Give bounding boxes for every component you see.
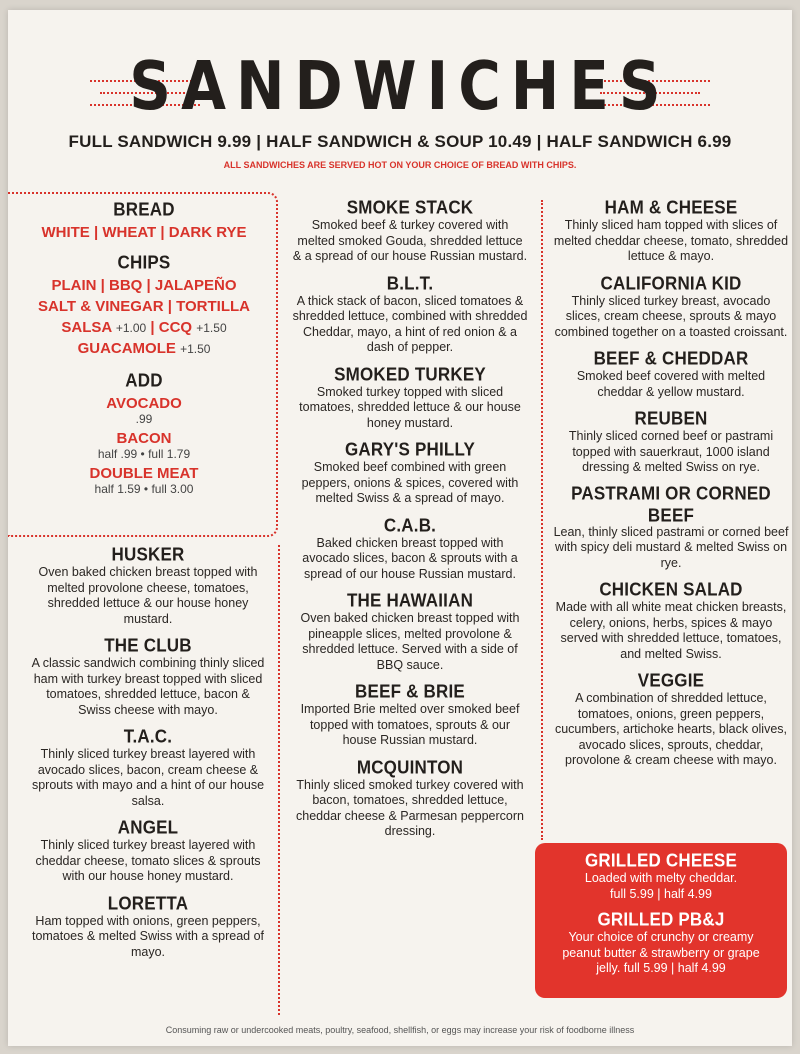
page-title: SANDWICHES	[129, 46, 671, 126]
menu-item	[292, 758, 528, 840]
item-desc: Thinly sliced ham topped with slices of melted cheddar cheese, tomato, shredded lettuce & mayo.	[553, 218, 789, 263]
item-name: THE HAWAIIAN	[346, 590, 474, 611]
salsa-ccq-line	[24, 319, 264, 336]
grilled-cheese-price: full 5.99 | half 4.99	[610, 886, 712, 901]
footer-disclaimer: Consuming raw or undercooked meats, poultry, seafood, shellfish, or eggs may increase your risk of foodborne illness	[165, 1025, 635, 1035]
bacon-price: half .99 • full 1.79	[97, 447, 191, 461]
double-meat-label: DOUBLE MEAT	[89, 465, 199, 482]
menu-item	[553, 349, 789, 400]
item-desc: Oven baked chicken breast topped with pineapple slices, melted provolone & shredded lettuce. Served with a side of BBQ sauce.	[300, 611, 520, 672]
left-column	[30, 545, 266, 969]
item-name: HUSKER	[111, 544, 185, 565]
item-name: SMOKE STACK	[346, 197, 474, 218]
specials-box	[535, 843, 787, 998]
menu-item	[30, 545, 266, 627]
middle-column	[292, 198, 528, 849]
avocado-label: AVOCADO	[106, 395, 182, 412]
item-desc: A classic sandwich combining thinly sliced ham with turkey breast topped with sliced tomatoes, shredded lettuce, bacon & Swiss cheese with mayo.	[31, 656, 265, 717]
item-name: SMOKED TURKEY	[334, 363, 486, 385]
item-name: BEEF & CHEDDAR	[593, 348, 749, 369]
item-name: B.L.T.	[386, 272, 434, 294]
item-desc: Smoked beef covered with melted cheddar & yellow mustard.	[576, 369, 766, 399]
item-name: ANGEL	[117, 817, 179, 838]
item-name: PASTRAMI OR CORNED BEEF	[571, 482, 771, 526]
guacamole-line	[24, 340, 264, 357]
menu-item	[30, 818, 266, 885]
guacamole-price: +1.50	[180, 342, 211, 356]
grilled-cheese-desc: Loaded with melty cheddar.	[584, 871, 738, 885]
chips-line-2: SALT & VINEGAR | TORTILLA	[38, 298, 250, 315]
right-column	[553, 198, 789, 778]
item-desc: Smoked turkey topped with sliced tomatoes, shredded lettuce & our house honey mustard.	[299, 384, 521, 430]
item-desc: Thinly sliced turkey breast layered with cheddar cheese, tomato slices & sprouts with our house honey mustard.	[35, 838, 261, 883]
item-name: T.A.C.	[123, 726, 173, 747]
ccq-price: +1.50	[196, 321, 227, 335]
menu-item	[30, 727, 266, 809]
separator: |	[150, 319, 155, 336]
bacon-label: BACON	[116, 430, 172, 447]
menu-item	[553, 198, 789, 265]
item-desc: Baked chicken breast topped with avocado slices, bacon & sprouts with a spread of our house Russian mustard.	[302, 535, 518, 581]
item-desc: Ham topped with onions, green peppers, tomatoes & melted Swiss with a spread of mayo.	[31, 913, 265, 959]
item-name: LORETTA	[107, 892, 189, 914]
item-desc: Oven baked chicken breast topped with melted provolone cheese, tomatoes, shredded lettuce & our house honey mustard.	[38, 565, 258, 626]
menu-item	[292, 198, 528, 265]
item-name: HAM & CHEESE	[604, 197, 738, 218]
avocado-price: .99	[135, 412, 153, 426]
item-name: THE CLUB	[104, 635, 192, 656]
menu-item	[292, 682, 528, 749]
item-name: C.A.B.	[383, 514, 437, 536]
menu-item	[30, 636, 266, 718]
menu-item	[553, 671, 789, 769]
salsa-price: +1.00	[115, 321, 147, 335]
salsa-label: SALSA	[61, 319, 112, 336]
column-divider	[278, 545, 280, 1015]
item-desc: Imported Brie melted over smoked beef topped with tomatoes, sprouts & our house Russian mustard.	[300, 702, 520, 747]
item-desc: A combination of shredded lettuce, tomatoes, onions, green peppers, cucumbers, artichoke hearts, black olives, avocado slices, sprouts, cheddar, provolone & cream cheese with mayo.	[554, 691, 788, 767]
menu-item	[292, 274, 528, 356]
menu-item	[292, 591, 528, 673]
menu-item	[553, 409, 789, 476]
item-desc: A thick stack of bacon, sliced tomatoes & shredded lettuce, combined with shredded Cheddar, mayo, a hint of red onion & a dash of pepper.	[292, 293, 528, 354]
item-desc: Thinly sliced corned beef or pastrami topped with sauerkraut, 1000 island dressing & melted Swiss on rye.	[568, 429, 774, 474]
item-desc: Smoked beef & turkey covered with melted smoked Gouda, shredded lettuce & a spread of our house Russian mustard.	[292, 218, 528, 263]
item-name: GARY'S PHILLY	[344, 439, 476, 460]
chips-line-1: PLAIN | BBQ | JALAPEÑO	[51, 277, 237, 294]
item-desc: Smoked beef combined with green peppers, onions & spices, covered with melted Swiss & a spread of mayo.	[301, 460, 519, 505]
served-note: ALL SANDWICHES ARE SERVED HOT ON YOUR CHOICE OF BREAD WITH CHIPS.	[223, 160, 577, 170]
item-name: CALIFORNIA KID	[600, 272, 742, 294]
item-desc: Thinly sliced smoked turkey covered with bacon, tomatoes, shredded lettuce, cheddar cheese & Parmesan peppercorn dressing.	[296, 777, 524, 838]
menu-item	[553, 482, 789, 572]
menu-item	[292, 516, 528, 583]
item-name: MCQUINTON	[356, 756, 464, 778]
bread-items: WHITE | WHEAT | DARK RYE	[41, 224, 247, 241]
item-name: VEGGIE	[637, 670, 705, 691]
menu-item	[30, 894, 266, 961]
item-desc: Thinly sliced turkey breast layered with avocado slices, bacon, cream cheese & sprouts with mayo and a hint of our house salsa.	[31, 747, 265, 808]
price-line: FULL SANDWICH 9.99 | HALF SANDWICH & SOUP 10.49 | HALF SANDWICH 6.99	[68, 132, 732, 151]
item-name: REUBEN	[634, 408, 708, 429]
chips-heading: CHIPS	[117, 252, 171, 273]
column-divider	[541, 200, 543, 840]
item-desc: Made with all white meat chicken breasts, celery, onions, herbs, spices & mayo served with shredded lettuce, tomatoes, and melted Swiss.	[555, 600, 787, 661]
grilled-cheese-name: GRILLED CHEESE	[584, 850, 738, 871]
double-meat-price: half 1.59 • full 3.00	[94, 482, 194, 496]
item-desc: Thinly sliced turkey breast, avocado slices, cream cheese, sprouts & mayo combined together on a toasted croissant.	[554, 293, 788, 339]
guacamole-label: GUACAMOLE	[77, 340, 176, 357]
add-heading: ADD	[125, 370, 163, 391]
options-panel	[24, 200, 264, 496]
menu-item	[553, 580, 789, 662]
item-name: CHICKEN SALAD	[599, 579, 743, 600]
ccq-label: CCQ	[158, 319, 193, 336]
menu-item	[292, 440, 528, 507]
bread-heading: BREAD	[113, 199, 175, 220]
menu-item	[553, 274, 789, 341]
pbj-desc: Your choice of crunchy or creamy peanut butter & strawberry or grape jelly. full 5.99 | half 4.99	[562, 930, 760, 975]
item-desc: Lean, thinly sliced pastrami or corned beef with spicy deli mustard & melted Swiss on rye.	[553, 524, 789, 570]
item-name: BEEF & BRIE	[355, 681, 465, 702]
menu-item	[292, 365, 528, 432]
pbj-name: GRILLED PB&J	[597, 909, 725, 930]
